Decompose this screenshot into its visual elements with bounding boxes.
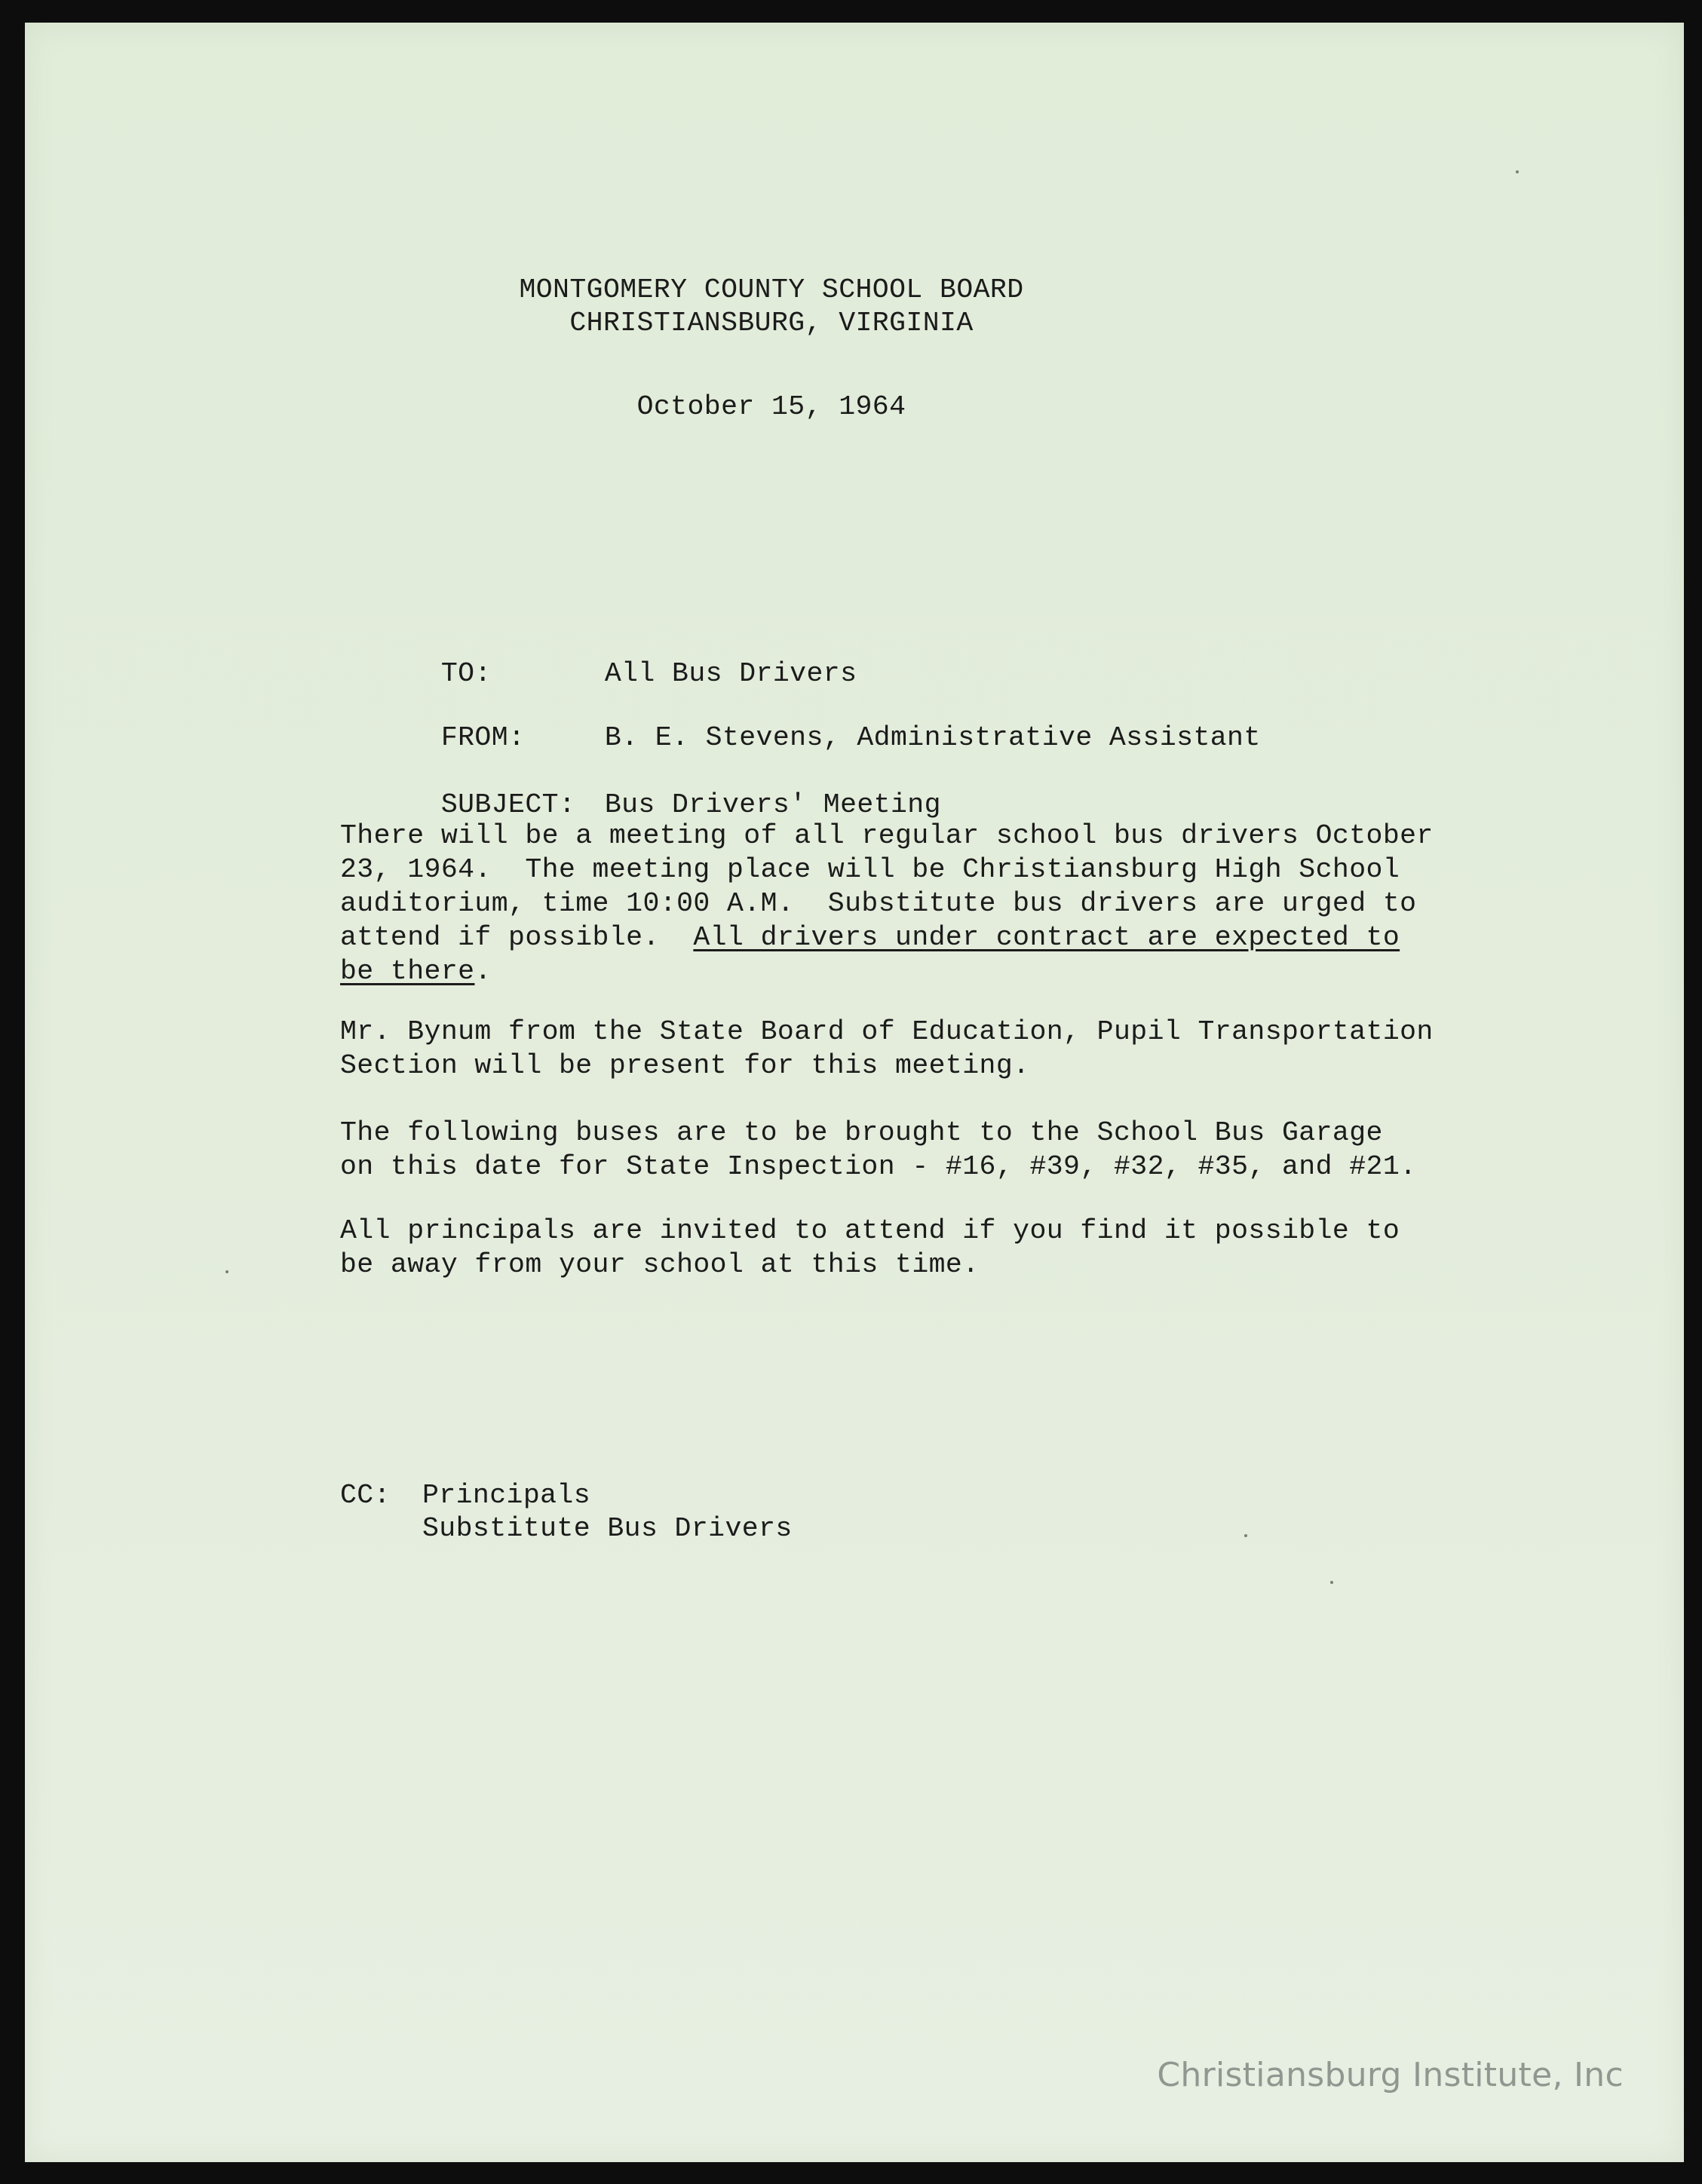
letterhead xyxy=(0,274,1601,340)
paragraph-line: Section will be present for this meeting. xyxy=(340,1050,1030,1081)
memo-date-text: October 15, 1964 xyxy=(636,391,906,422)
cc-row xyxy=(340,1512,793,1545)
paragraph-line: on this date for State Inspection - #16, #39, #32, #35, and #21. xyxy=(340,1151,1417,1182)
paragraph-bynum xyxy=(340,1015,1516,1083)
paper-speck xyxy=(225,1270,228,1273)
paragraph-line: 23, 1964. The meeting place will be Christiansburg High School xyxy=(340,854,1400,885)
underlined-text: be there xyxy=(340,956,475,987)
cc-row xyxy=(340,1479,793,1512)
paper-speck xyxy=(1330,1581,1333,1584)
paragraph-line xyxy=(340,920,1516,954)
paragraph-line: There will be a meeting of all regular school bus drivers October xyxy=(340,820,1434,851)
to-value: All Bus Drivers xyxy=(604,658,857,689)
letterhead-location: CHRISTIANSBURG, VIRGINIA xyxy=(569,308,974,338)
cc-recipient: Principals xyxy=(422,1480,591,1511)
paragraph-line: The following buses are to be brought to the School Bus Garage xyxy=(340,1117,1383,1148)
cc-block xyxy=(340,1479,793,1545)
from-value: B. E. Stevens, Administrative Assistant xyxy=(604,722,1261,753)
paragraph-principals xyxy=(340,1214,1516,1282)
paragraph-line xyxy=(340,954,1516,988)
cc-recipient: Substitute Bus Drivers xyxy=(422,1513,793,1544)
subject-label: SUBJECT: xyxy=(440,789,576,820)
paragraph-meeting xyxy=(340,819,1516,988)
underlined-text: All drivers under contract are expected to xyxy=(693,922,1400,953)
cc-label: CC: xyxy=(340,1480,391,1511)
paragraph-line: Mr. Bynum from the State Board of Education, Pupil Transportation xyxy=(340,1016,1434,1047)
paragraph-text: attend if possible. xyxy=(340,922,694,953)
paragraph-inspection xyxy=(340,1116,1516,1184)
paper-speck xyxy=(1516,170,1519,173)
letterhead-org: MONTGOMERY COUNTY SCHOOL BOARD xyxy=(519,274,1024,305)
paper-speck xyxy=(1244,1534,1247,1537)
paragraph-line: be away from your school at this time. xyxy=(340,1249,980,1280)
memo-date xyxy=(0,391,1601,424)
from-label: FROM: xyxy=(440,722,526,753)
memo-sheet xyxy=(25,23,1684,2162)
paragraph-line: All principals are invited to attend if you find it possible to xyxy=(340,1215,1400,1246)
subject-value: Bus Drivers' Meeting xyxy=(604,789,941,820)
to-label: TO: xyxy=(440,658,492,689)
paragraph-text: . xyxy=(474,956,492,987)
paragraph-line: auditorium, time 10:00 A.M. Substitute bus drivers are urged to xyxy=(340,888,1417,919)
watermark: Christiansburg Institute, Inc xyxy=(1157,2056,1624,2094)
